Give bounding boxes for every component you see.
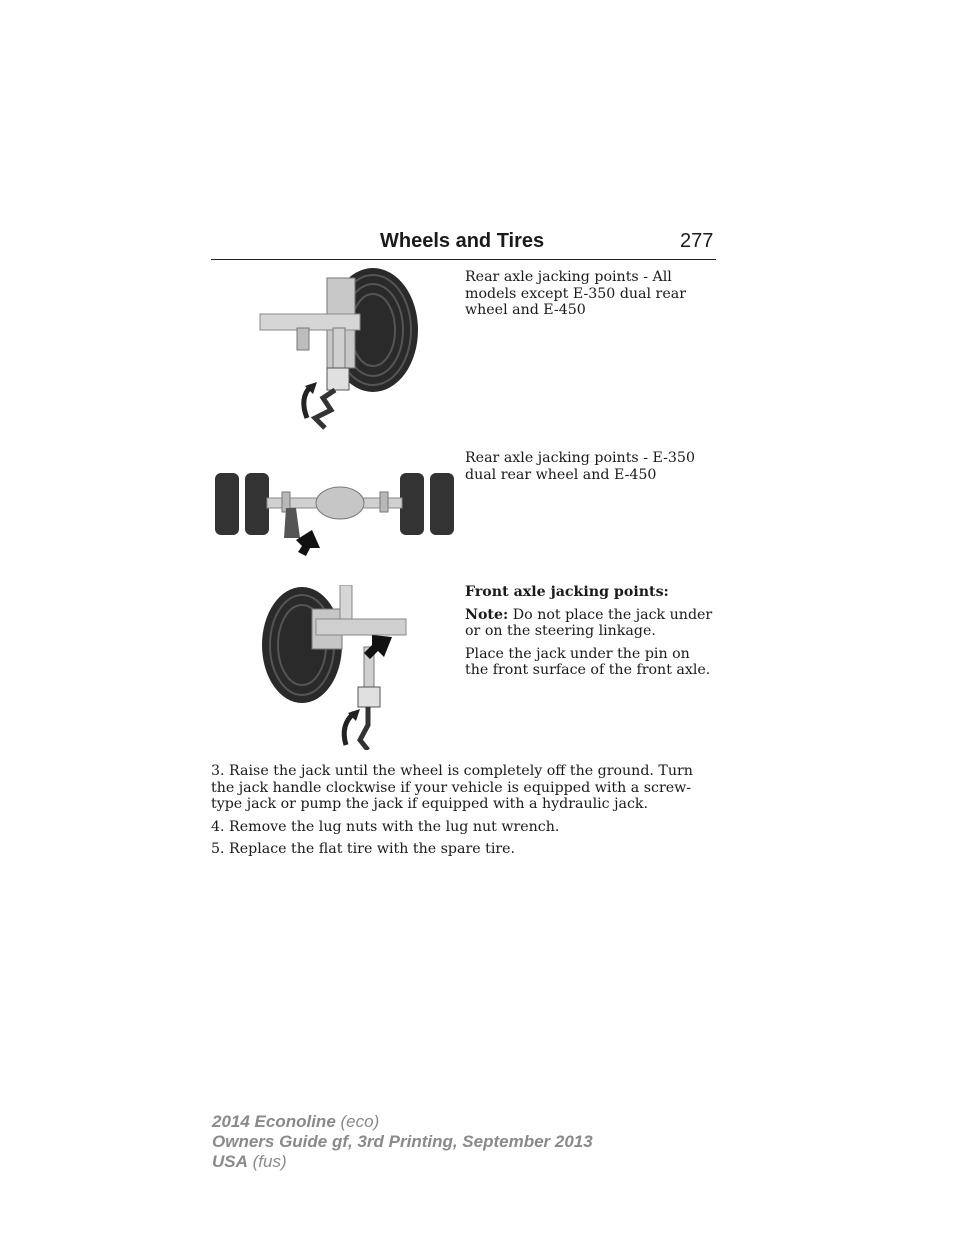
header-divider: [211, 259, 716, 260]
footer-model: 2014 Econoline: [212, 1112, 336, 1131]
page-number: 277: [680, 230, 714, 252]
caption-note: [465, 607, 717, 640]
step-5: 5. Replace the flat tire with the spare tire.: [211, 841, 516, 857]
step-3: 3. Raise the jack until the wheel is completely off the ground. Turn the jack handle clockwise if your vehicle is equipped with a screw-type jack or pump the jack if equipped with a hydraulic jack.: [211, 763, 693, 812]
caption-instruction: Place the jack under the pin on the front surface of the front axle.: [465, 645, 711, 678]
rear-axle-jacking-illustration: [255, 268, 425, 433]
footer-guide: Owners Guide gf, 3rd Printing, September 2013: [212, 1132, 593, 1151]
front-axle-jacking-illustration: [260, 585, 410, 750]
figure-caption: Rear axle jacking points - E-350 dual rear wheel and E-450: [465, 450, 695, 483]
procedure-steps: [211, 763, 716, 864]
page-section-title: Wheels and Tires: [380, 230, 545, 252]
footer-market-code: (fus): [252, 1152, 287, 1171]
step-4: 4. Remove the lug nuts with the lug nut wrench.: [211, 818, 560, 835]
footer-model-code: (eco): [340, 1112, 380, 1131]
document-footer: [212, 1112, 593, 1172]
front-axle-caption: [465, 584, 717, 685]
note-text: Do not place the jack under or on the steering linkage.: [465, 606, 713, 639]
figure-caption: Rear axle jacking points - All models except E-350 dual rear wheel and E-450: [465, 269, 686, 318]
footer-market: USA: [212, 1152, 248, 1171]
caption-heading: Front axle jacking points:: [465, 584, 669, 600]
dual-rear-axle-jacking-illustration: [212, 468, 457, 558]
note-label: Note:: [465, 606, 509, 623]
